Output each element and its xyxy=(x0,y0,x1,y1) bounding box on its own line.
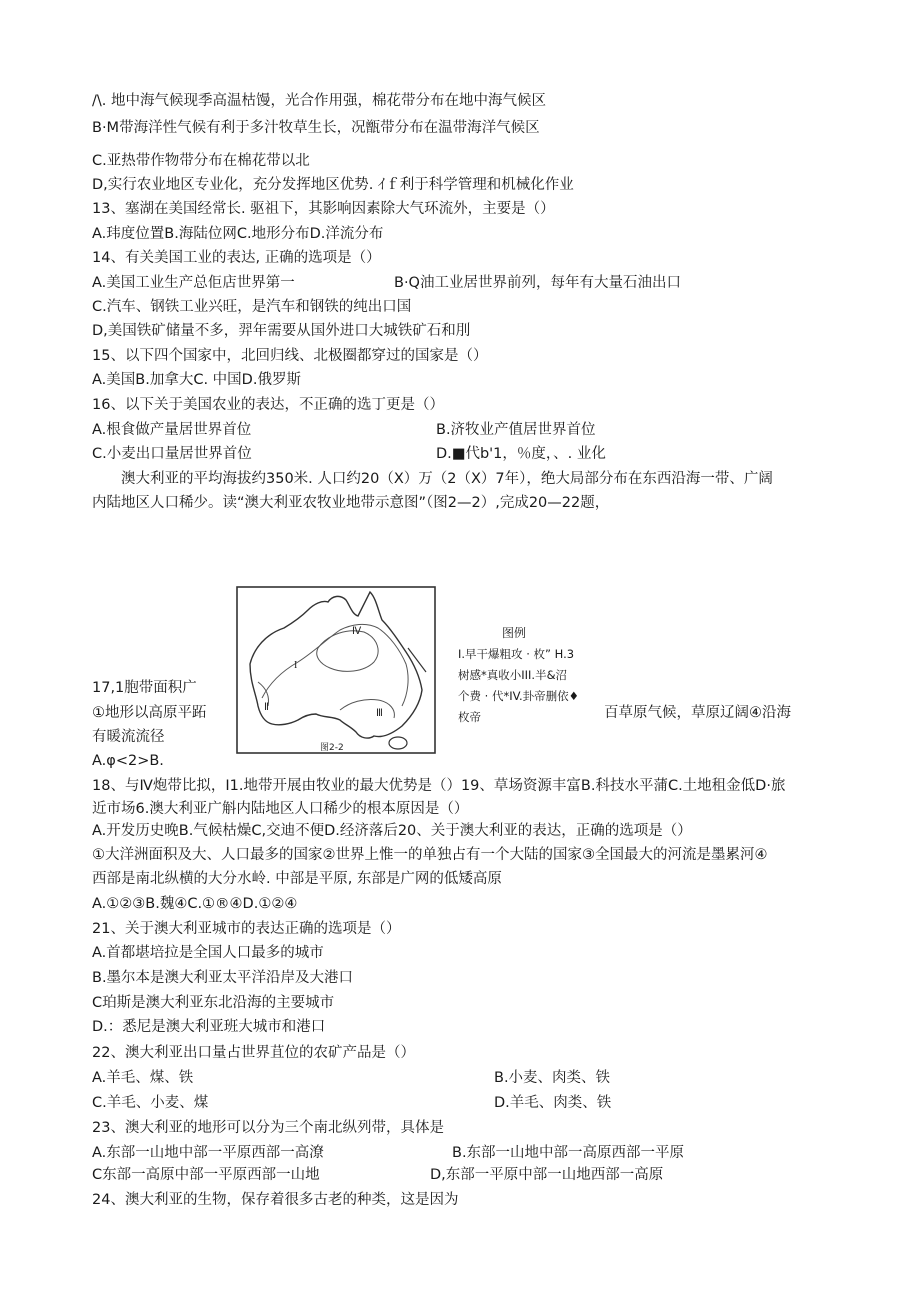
q17-line-1: ①地形以高原平跖 xyxy=(92,705,207,721)
zone-boundary-south xyxy=(340,699,394,718)
zone-label-iv: Ⅳ xyxy=(352,626,362,637)
q14-option-d: D,美国铁矿储量不多，羿年需要从国外进口大城铁矿石和刖 xyxy=(92,323,471,339)
q12-option-c: C.亚热带作物带分布在棉花带以北 xyxy=(92,153,310,169)
intro-line-1: 澳大利亚的平均海拔约350米. 人口约20（X）万（2（X）7年），绝大局部分布在东西沿海一带、广阔 xyxy=(121,471,773,487)
q17-options: A.φ<2>B. xyxy=(92,753,164,769)
q21-option-a: A.首都堪培拉是全国人口最多的城市 xyxy=(92,945,324,961)
q17-stem: 17,1胞带面积广 xyxy=(92,680,197,696)
q22-option-c: C.羊毛、小麦、煤 xyxy=(92,1095,209,1111)
q21-stem: 21、关于澳大利亚城市的表达正确的选项是（） xyxy=(92,921,401,937)
q21-option-c: C珀斯是澳大利亚东北沿海的主要城市 xyxy=(92,995,335,1011)
q12-option-a: /\. 地中海气候现季高温枯馒，光合作用强，棉花带分布在地中海气候区 xyxy=(92,93,546,109)
q17-line-2: 有暖流流径 xyxy=(92,729,165,745)
q21-option-d: D.：悉尼是澳大利亚班大城市和港口 xyxy=(92,1019,326,1035)
tasmania xyxy=(389,737,407,749)
q23-option-b: B.东部一山地中部一高原西部一平原 xyxy=(452,1145,685,1161)
zone-label-iii: Ⅲ xyxy=(376,708,383,719)
q23-option-d: D,东部一平原中部一山地西部一高原 xyxy=(430,1167,664,1183)
q15-options: A.美国B.加拿大C. 中国D.俄罗斯 xyxy=(92,372,301,388)
q12-option-d: D,实行农业地区专业化，充分发挥地区优势. ｲｆ利于科学管理和机械化作业 xyxy=(92,177,574,193)
q16-stem: 16、以下关于美国农业的表达，不正确的选丁更是（） xyxy=(92,397,444,413)
q22-option-b: B.小麦、肉类、铁 xyxy=(494,1070,611,1086)
q21-option-b: B.墨尔本是澳大利亚太平洋沿岸及大港口 xyxy=(92,970,354,986)
q18-line-3: A.开发历史晚B.气候枯燥C,交迪不便D.经济落后20、关于澳大利亚的表达，正确的选项是（） xyxy=(92,823,692,839)
q20-line-1: ①大洋洲面积及大、人口最多的国家②世界上惟一的单独占有一个大陆的国家③全国最大的河流是墨累河④ xyxy=(92,847,768,863)
zone-label-i: I xyxy=(294,660,298,671)
q13-options: A.玮度位置B.海陆位网C.地形分布D.洋流分布 xyxy=(92,226,384,242)
q16-option-c: C.小麦出口量居世界首位 xyxy=(92,446,252,462)
q14-option-b: B·Q油工业居世界前列，每年有大量石油出口 xyxy=(394,275,681,291)
q23-option-a: A.东部一山地中部一平原西部一高潦 xyxy=(92,1145,324,1161)
q18-line-1: 18、与Ⅳ炮带比拟，I1.地带开展由牧业的最大优势是（）19、草场资源丰富B.科技水平蒲C.土地租金低D·旅 xyxy=(92,778,786,794)
q15-stem: 15、以下四个国家中，北回归线、北极圈都穿过的国家是（） xyxy=(92,348,488,364)
zone-label-ii: Ⅱ xyxy=(264,702,269,713)
q20-options: A.①②③B.魏④C.①®④D.①②④ xyxy=(92,896,298,912)
q13-stem: 13、塞湖在美国经常长. 驱祖下，其影响因素除大气环流外，主要是（） xyxy=(92,201,555,217)
q16-option-a: A.根食做产量居世界首位 xyxy=(92,422,252,438)
australia-coastline xyxy=(250,592,422,738)
q17-right-text: 百草原气候，草原辽阔④沿海 xyxy=(604,705,791,721)
legend-line-1: I.早干爆粗攻 · 枚” H.3 xyxy=(458,647,575,661)
q12-option-b: B·M带海洋性气候有利于多汁牧草生长，况甑带分布在温带海洋气候区 xyxy=(92,120,540,136)
q24-stem: 24、澳大利亚的生物，保存着很多古老的种类，这是因为 xyxy=(92,1192,459,1208)
q16-option-b: B.济牧业产值居世界首位 xyxy=(436,422,596,438)
legend-line-3: 个费 · 代*IV.卦帝删依♦ xyxy=(458,689,579,703)
q23-stem: 23、澳大利亚的地形可以分为三个南北纵列带，具体是 xyxy=(92,1120,444,1136)
zone-boundary-outer xyxy=(262,624,408,706)
intro-line-2: 内陆地区人口稀少。读“澳大利亚农牧业地带示意图”（图2—2）,完成20—22题， xyxy=(92,495,610,511)
zone-boundary-inner xyxy=(317,631,378,672)
legend-line-4: 枚帝 xyxy=(458,710,481,724)
q14-option-a: A.美国工业生产总佢店世界第一 xyxy=(92,275,295,291)
map-caption: 图2-2 xyxy=(320,743,344,753)
q18-line-2: 近市场6.澳大利亚广斛内陆地区人口稀少的根本原因是（） xyxy=(92,801,469,817)
legend-line-2: 树感*真收小III.半&沼 xyxy=(458,668,568,682)
australia-agriculture-map xyxy=(236,586,436,754)
q16-option-d: D.■代b'1，％度，、. 业化 xyxy=(436,446,606,462)
q14-option-c: C.汽车、钢铁工业兴旺，是汽车和钢铁的纯出口国 xyxy=(92,299,412,315)
q22-stem: 22、澳大利亚出口量占世界苴位的农矿产品是（） xyxy=(92,1045,415,1061)
q23-option-c: C东部一高原中部一平原西部一山地 xyxy=(92,1167,320,1183)
q14-stem: 14、有关美国工业的表达, 正确的选项是（） xyxy=(92,250,381,266)
legend-title: 图例 xyxy=(502,626,527,640)
q22-option-a: A.羊毛、煤、铁 xyxy=(92,1070,194,1086)
q22-option-d: D.羊毛、肉类、铁 xyxy=(494,1095,612,1111)
q20-line-2: 西部是南北纵横的大分水岭. 中部是平原, 东部是广网的低矮高原 xyxy=(92,871,502,887)
